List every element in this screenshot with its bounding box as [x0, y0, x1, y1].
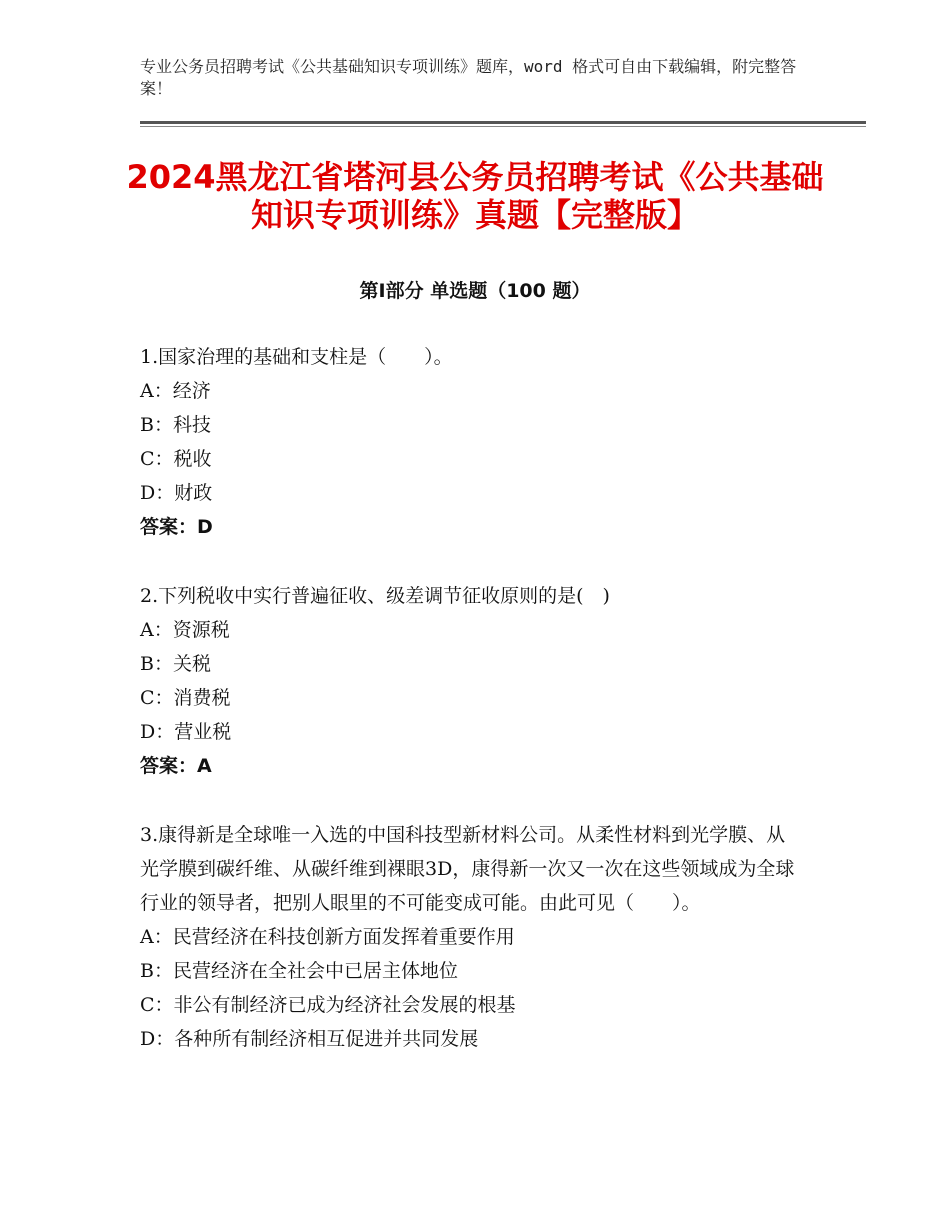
option-d: D：各种所有制经济相互促进并共同发展 — [140, 1028, 479, 1050]
question-1 — [140, 340, 800, 544]
document-title: 2024黑龙江省塔河县公务员招聘考试《公共基础知识专项训练》真题【完整版】 — [126, 158, 824, 234]
option-d: D：财政 — [140, 482, 213, 504]
option-c: C：非公有制经济已成为经济社会发展的根基 — [140, 994, 516, 1016]
option-a: A：资源税 — [140, 619, 230, 641]
question-stem: 1.国家治理的基础和支柱是（ ）。 — [140, 346, 453, 368]
option-c: C：消费税 — [140, 687, 231, 709]
option-d: D：营业税 — [140, 721, 232, 743]
answer: 答案：A — [140, 755, 212, 777]
question-2 — [140, 579, 800, 783]
option-c: C：税收 — [140, 448, 212, 470]
question-stem: 2.下列税收中实行普遍征收、级差调节征收原则的是( ) — [140, 585, 610, 607]
answer: 答案：D — [140, 516, 213, 538]
option-b: B：关税 — [140, 653, 211, 675]
option-b: B：科技 — [140, 414, 211, 436]
question-stem: 3.康得新是全球唯一入选的中国科技型新材料公司。从柔性材料到光学膜、从光学膜到碳纤维、从碳纤维到裸眼3D，康得新一次又一次在这些领域成为全球行业的领导者，把别人眼里的不可能变成可能。由此可见（ ）。 — [140, 824, 795, 914]
header-divider — [140, 121, 866, 124]
section-heading: 第Ⅰ部分 单选题（100 题） — [359, 280, 591, 302]
option-a: A：民营经济在科技创新方面发挥着重要作用 — [140, 926, 515, 948]
option-b: B：民营经济在全社会中已居主体地位 — [140, 960, 458, 982]
header-note: 专业公务员招聘考试《公共基础知识专项训练》题库，word 格式可自由下载编辑，附完整答案！ — [140, 57, 797, 98]
header-divider-thin — [140, 126, 866, 127]
question-3 — [140, 818, 800, 1056]
option-a: A：经济 — [140, 380, 211, 402]
